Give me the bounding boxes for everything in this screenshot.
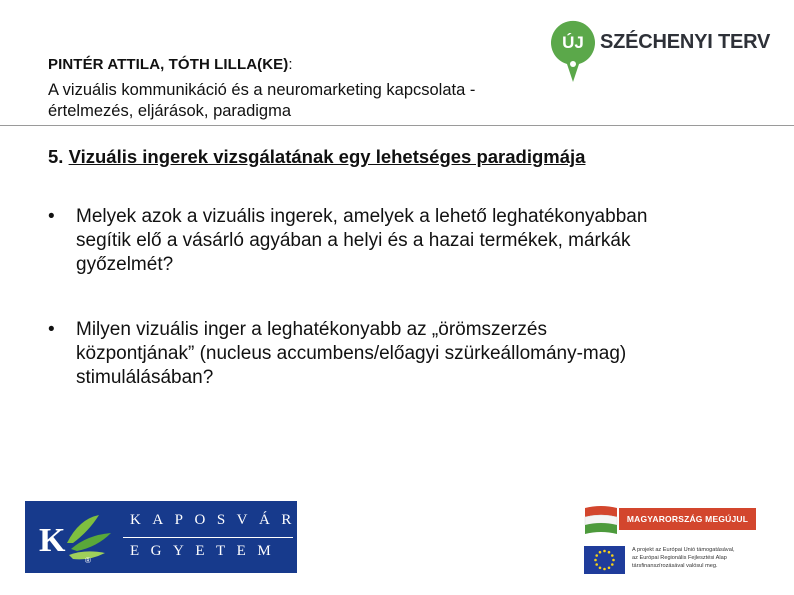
presentation-title	[48, 80, 608, 122]
bullet-line: segítik elő a vásárló agyában a helyi és a hazai termékek, márkák	[76, 230, 631, 251]
ke-name-line-1: KAPOSVÁRI	[130, 512, 320, 528]
bullet-dot: •	[48, 206, 55, 227]
ke-name-line-2: EGYETEM	[130, 543, 283, 559]
ke-emblem-icon	[33, 509, 117, 565]
eu-text-line: az Európai Regionális Fejlesztési Alap	[632, 555, 727, 561]
uj-badge-text: ÚJ	[562, 33, 584, 52]
section-title: Vizuális ingerek vizsgálatának egy lehetséges paradigmája	[68, 146, 586, 167]
bullet-line: Milyen vizuális inger a leghatékonyabb az „örömszerzés	[76, 319, 548, 340]
eu-funding-text	[632, 546, 772, 570]
bullet-item	[48, 205, 748, 277]
section-heading	[48, 146, 585, 168]
authors	[48, 56, 293, 73]
uj-badge-icon	[548, 14, 598, 84]
authors-colon: :	[288, 56, 293, 73]
eu-flag-icon	[584, 546, 625, 574]
hungarian-flag-icon	[583, 504, 619, 537]
kaposvari-egyetem-logo	[25, 501, 320, 573]
eu-text-line: társfinanszírozásával valósul meg.	[632, 563, 718, 569]
ke-letter: K	[39, 522, 66, 559]
magyarorszag-megujul-banner: MAGYARORSZÁG MEGÚJUL	[619, 508, 756, 530]
szechenyi-terv-text: SZÉCHENYI TERV	[600, 31, 771, 53]
title-line-2: értelmezés, eljárások, paradigma	[48, 102, 292, 120]
bullet-line: stimulálásában?	[76, 367, 214, 388]
bullet-dot: •	[48, 319, 55, 340]
eu-text-line: A projekt az Európai Unió támogatásával,	[632, 547, 735, 553]
authors-text: PINTÉR ATTILA, TÓTH LILLA(KE)	[48, 56, 289, 73]
registered-mark: ®	[85, 556, 91, 565]
bullet-line: győzelmét?	[76, 254, 174, 275]
title-line-1: A vizuális kommunikáció és a neuromarketing kapcsolata -	[48, 81, 476, 99]
header-divider	[0, 125, 794, 126]
bullet-item	[48, 318, 748, 390]
bullet-line: központjának” (nucleus accumbens/előagyi szürkeállomány-mag)	[76, 343, 627, 364]
ke-divider	[123, 537, 293, 538]
section-number: 5.	[48, 146, 64, 167]
bullet-line: Melyek azok a vizuális ingerek, amelyek a lehető leghatékonyabban	[76, 206, 648, 227]
szechenyi-terv-logo	[548, 14, 771, 84]
bullet-list	[48, 205, 748, 390]
